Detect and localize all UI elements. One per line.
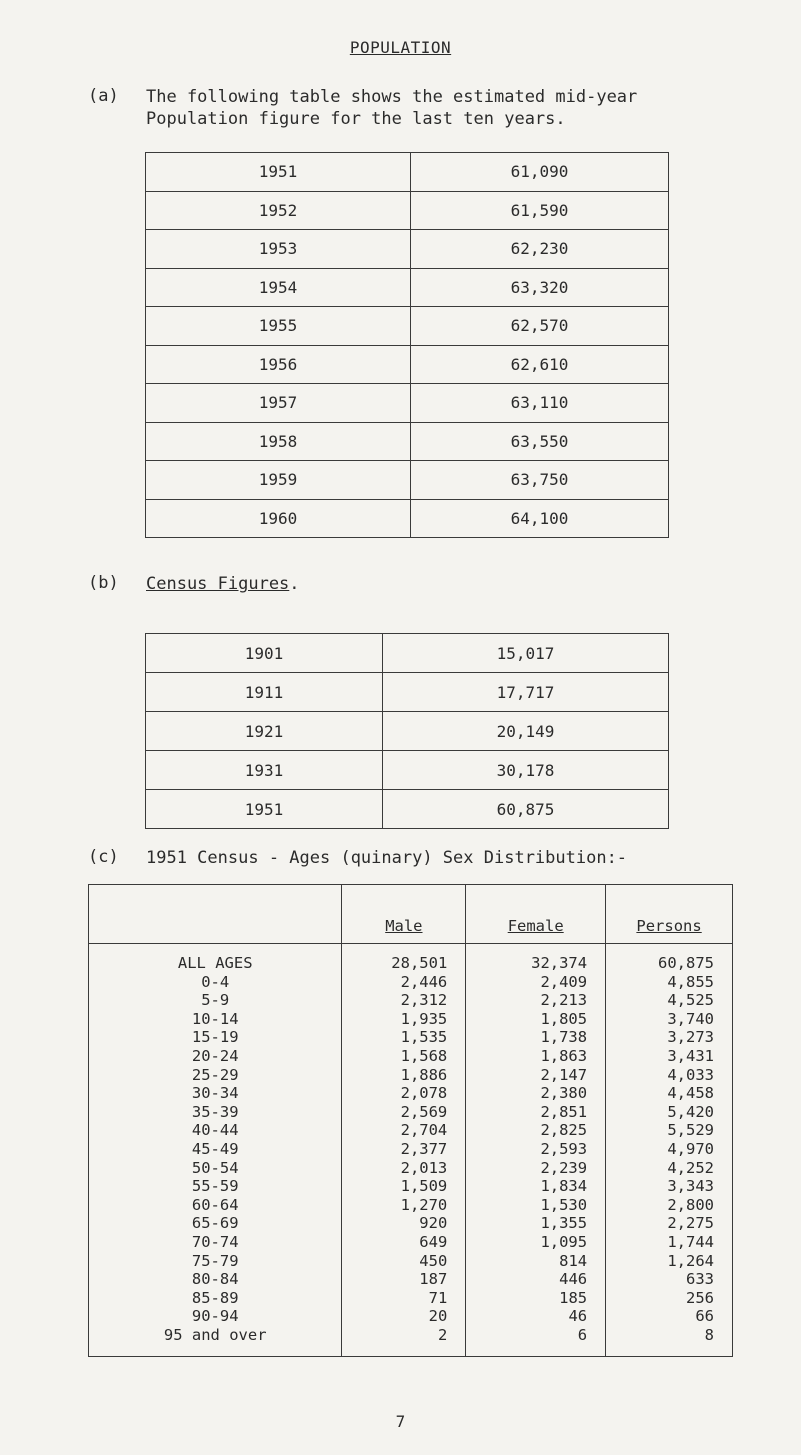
- age-group-cell: 90-94: [89, 1307, 342, 1326]
- year-cell: 1959: [146, 461, 411, 500]
- table-row: [146, 191, 669, 230]
- female-count-cell: 446: [466, 1270, 606, 1289]
- persons-count-cell: 3,273: [606, 1028, 733, 1047]
- persons-count-cell: 1,744: [606, 1233, 733, 1252]
- year-cell: 1901: [146, 634, 383, 673]
- age-group-cell: 75-79: [89, 1252, 342, 1271]
- table-row: [89, 944, 733, 973]
- population-cell: 60,875: [383, 790, 669, 829]
- age-group-cell: 20-24: [89, 1047, 342, 1066]
- female-count-cell: 1,834: [466, 1177, 606, 1196]
- age-group-cell: 50-54: [89, 1159, 342, 1178]
- male-count-cell: 2,704: [342, 1121, 466, 1140]
- female-count-cell: 6: [466, 1326, 606, 1357]
- persons-count-cell: 8: [606, 1326, 733, 1357]
- section-a-intro: [146, 86, 637, 130]
- column-header-male: Male: [342, 885, 466, 944]
- persons-count-cell: 5,420: [606, 1103, 733, 1122]
- male-count-cell: 2,569: [342, 1103, 466, 1122]
- table-row: [89, 1177, 733, 1196]
- table-row: [89, 1084, 733, 1103]
- male-count-cell: 1,535: [342, 1028, 466, 1047]
- persons-count-cell: 3,431: [606, 1047, 733, 1066]
- male-count-cell: 2,312: [342, 991, 466, 1010]
- column-header-persons: Persons: [606, 885, 733, 944]
- male-count-cell: 450: [342, 1252, 466, 1271]
- persons-count-cell: 4,855: [606, 973, 733, 992]
- population-cell: 62,570: [411, 307, 669, 346]
- table-row: [89, 1233, 733, 1252]
- female-count-cell: 814: [466, 1252, 606, 1271]
- age-group-cell: 55-59: [89, 1177, 342, 1196]
- age-group-cell: 15-19: [89, 1028, 342, 1047]
- section-a-letter: (a): [88, 86, 119, 106]
- mid-year-population-table: [145, 152, 669, 538]
- age-group-cell: 30-34: [89, 1084, 342, 1103]
- table-row: [146, 751, 669, 790]
- female-count-cell: 1,530: [466, 1196, 606, 1215]
- male-count-cell: 2,446: [342, 973, 466, 992]
- table-row: [89, 1326, 733, 1357]
- population-cell: 62,230: [411, 230, 669, 269]
- persons-count-cell: 5,529: [606, 1121, 733, 1140]
- age-group-cell: 80-84: [89, 1270, 342, 1289]
- year-cell: 1956: [146, 345, 411, 384]
- persons-count-cell: 633: [606, 1270, 733, 1289]
- table-row: [89, 1289, 733, 1308]
- year-cell: 1911: [146, 673, 383, 712]
- persons-count-cell: 3,740: [606, 1010, 733, 1029]
- year-cell: 1954: [146, 268, 411, 307]
- age-group-cell: 10-14: [89, 1010, 342, 1029]
- female-count-cell: 185: [466, 1289, 606, 1308]
- age-group-cell: 85-89: [89, 1289, 342, 1308]
- population-cell: 61,090: [411, 153, 669, 192]
- female-count-cell: 1,355: [466, 1214, 606, 1233]
- table-row: [146, 499, 669, 538]
- female-count-cell: 2,380: [466, 1084, 606, 1103]
- year-cell: 1957: [146, 384, 411, 423]
- male-count-cell: 71: [342, 1289, 466, 1308]
- age-sex-distribution-table: [88, 884, 733, 1357]
- persons-count-cell: 4,525: [606, 991, 733, 1010]
- persons-count-cell: 2,275: [606, 1214, 733, 1233]
- table-row: [89, 1270, 733, 1289]
- population-cell: 30,178: [383, 751, 669, 790]
- population-cell: 17,717: [383, 673, 669, 712]
- table-header-row: [89, 885, 733, 944]
- age-group-cell: 95 and over: [89, 1326, 342, 1357]
- table-row: [89, 1159, 733, 1178]
- female-count-cell: 1,863: [466, 1047, 606, 1066]
- table-row: [146, 673, 669, 712]
- persons-count-cell: 1,264: [606, 1252, 733, 1271]
- age-group-cell: 70-74: [89, 1233, 342, 1252]
- age-group-cell: 40-44: [89, 1121, 342, 1140]
- table-row: [146, 230, 669, 269]
- table-row: [89, 991, 733, 1010]
- age-group-cell: 0-4: [89, 973, 342, 992]
- female-count-cell: 2,593: [466, 1140, 606, 1159]
- female-count-cell: 1,095: [466, 1233, 606, 1252]
- table-row: [146, 634, 669, 673]
- table-row: [146, 461, 669, 500]
- census-figures-heading: Census Figures: [146, 574, 290, 594]
- persons-count-cell: 4,252: [606, 1159, 733, 1178]
- table-row: [89, 1252, 733, 1271]
- age-group-cell: 25-29: [89, 1066, 342, 1085]
- table-row: [146, 153, 669, 192]
- female-count-cell: 1,805: [466, 1010, 606, 1029]
- female-count-cell: 2,213: [466, 991, 606, 1010]
- section-a-line1: The following table shows the estimated mid-year: [146, 87, 638, 107]
- table-row: [89, 1214, 733, 1233]
- section-c-heading: 1951 Census - Ages (quinary) Sex Distribution:-: [146, 848, 628, 868]
- table-row: [89, 1010, 733, 1029]
- persons-count-cell: 256: [606, 1289, 733, 1308]
- section-b-heading: [146, 573, 300, 595]
- age-group-cell: 65-69: [89, 1214, 342, 1233]
- population-cell: 61,590: [411, 191, 669, 230]
- table-row: [89, 1196, 733, 1215]
- population-cell: 15,017: [383, 634, 669, 673]
- table-row: [146, 712, 669, 751]
- female-count-cell: 2,851: [466, 1103, 606, 1122]
- column-header-age: [89, 885, 342, 944]
- year-cell: 1951: [146, 153, 411, 192]
- female-count-cell: 46: [466, 1307, 606, 1326]
- column-header-female: Female: [466, 885, 606, 944]
- female-count-cell: 2,147: [466, 1066, 606, 1085]
- persons-count-cell: 60,875: [606, 944, 733, 973]
- year-cell: 1953: [146, 230, 411, 269]
- table-row: [146, 345, 669, 384]
- age-group-cell: 5-9: [89, 991, 342, 1010]
- table-row: [89, 1028, 733, 1047]
- table-row: [89, 1066, 733, 1085]
- male-count-cell: 1,886: [342, 1066, 466, 1085]
- year-cell: 1931: [146, 751, 383, 790]
- census-figures-table: [145, 633, 669, 829]
- year-cell: 1960: [146, 499, 411, 538]
- male-count-cell: 2,013: [342, 1159, 466, 1178]
- population-cell: 63,550: [411, 422, 669, 461]
- table-row: [89, 1307, 733, 1326]
- persons-count-cell: 4,970: [606, 1140, 733, 1159]
- table-row: [89, 1103, 733, 1122]
- persons-count-cell: 66: [606, 1307, 733, 1326]
- male-count-cell: 187: [342, 1270, 466, 1289]
- section-b-letter: (b): [88, 573, 119, 593]
- census-figures-heading-suffix: .: [289, 574, 300, 594]
- female-count-cell: 2,409: [466, 973, 606, 992]
- male-count-cell: 1,509: [342, 1177, 466, 1196]
- male-count-cell: 1,568: [342, 1047, 466, 1066]
- population-cell: 20,149: [383, 712, 669, 751]
- male-count-cell: 2,078: [342, 1084, 466, 1103]
- age-group-cell: ALL AGES: [89, 944, 342, 973]
- table-row: [146, 384, 669, 423]
- persons-count-cell: 2,800: [606, 1196, 733, 1215]
- male-count-cell: 2,377: [342, 1140, 466, 1159]
- table-row: [146, 422, 669, 461]
- year-cell: 1955: [146, 307, 411, 346]
- table-row: [89, 973, 733, 992]
- year-cell: 1921: [146, 712, 383, 751]
- persons-count-cell: 4,458: [606, 1084, 733, 1103]
- male-count-cell: 1,935: [342, 1010, 466, 1029]
- table-row: [146, 790, 669, 829]
- male-count-cell: 20: [342, 1307, 466, 1326]
- table-row: [89, 1047, 733, 1066]
- table-row: [146, 307, 669, 346]
- female-count-cell: 1,738: [466, 1028, 606, 1047]
- population-cell: 62,610: [411, 345, 669, 384]
- male-count-cell: 1,270: [342, 1196, 466, 1215]
- age-group-cell: 45-49: [89, 1140, 342, 1159]
- table-row: [146, 268, 669, 307]
- female-count-cell: 2,825: [466, 1121, 606, 1140]
- female-count-cell: 2,239: [466, 1159, 606, 1178]
- population-cell: 64,100: [411, 499, 669, 538]
- year-cell: 1951: [146, 790, 383, 829]
- male-count-cell: 2: [342, 1326, 466, 1357]
- age-group-cell: 60-64: [89, 1196, 342, 1215]
- age-group-cell: 35-39: [89, 1103, 342, 1122]
- year-cell: 1958: [146, 422, 411, 461]
- population-cell: 63,110: [411, 384, 669, 423]
- male-count-cell: 920: [342, 1214, 466, 1233]
- year-cell: 1952: [146, 191, 411, 230]
- section-c-letter: (c): [88, 847, 119, 867]
- section-a-line2: Population figure for the last ten years.: [146, 109, 566, 129]
- page-number: 7: [395, 1412, 406, 1431]
- population-cell: 63,750: [411, 461, 669, 500]
- male-count-cell: 28,501: [342, 944, 466, 973]
- table-row: [89, 1121, 733, 1140]
- persons-count-cell: 4,033: [606, 1066, 733, 1085]
- female-count-cell: 32,374: [466, 944, 606, 973]
- table-row: [89, 1140, 733, 1159]
- male-count-cell: 649: [342, 1233, 466, 1252]
- page-title: POPULATION: [349, 38, 452, 57]
- population-cell: 63,320: [411, 268, 669, 307]
- persons-count-cell: 3,343: [606, 1177, 733, 1196]
